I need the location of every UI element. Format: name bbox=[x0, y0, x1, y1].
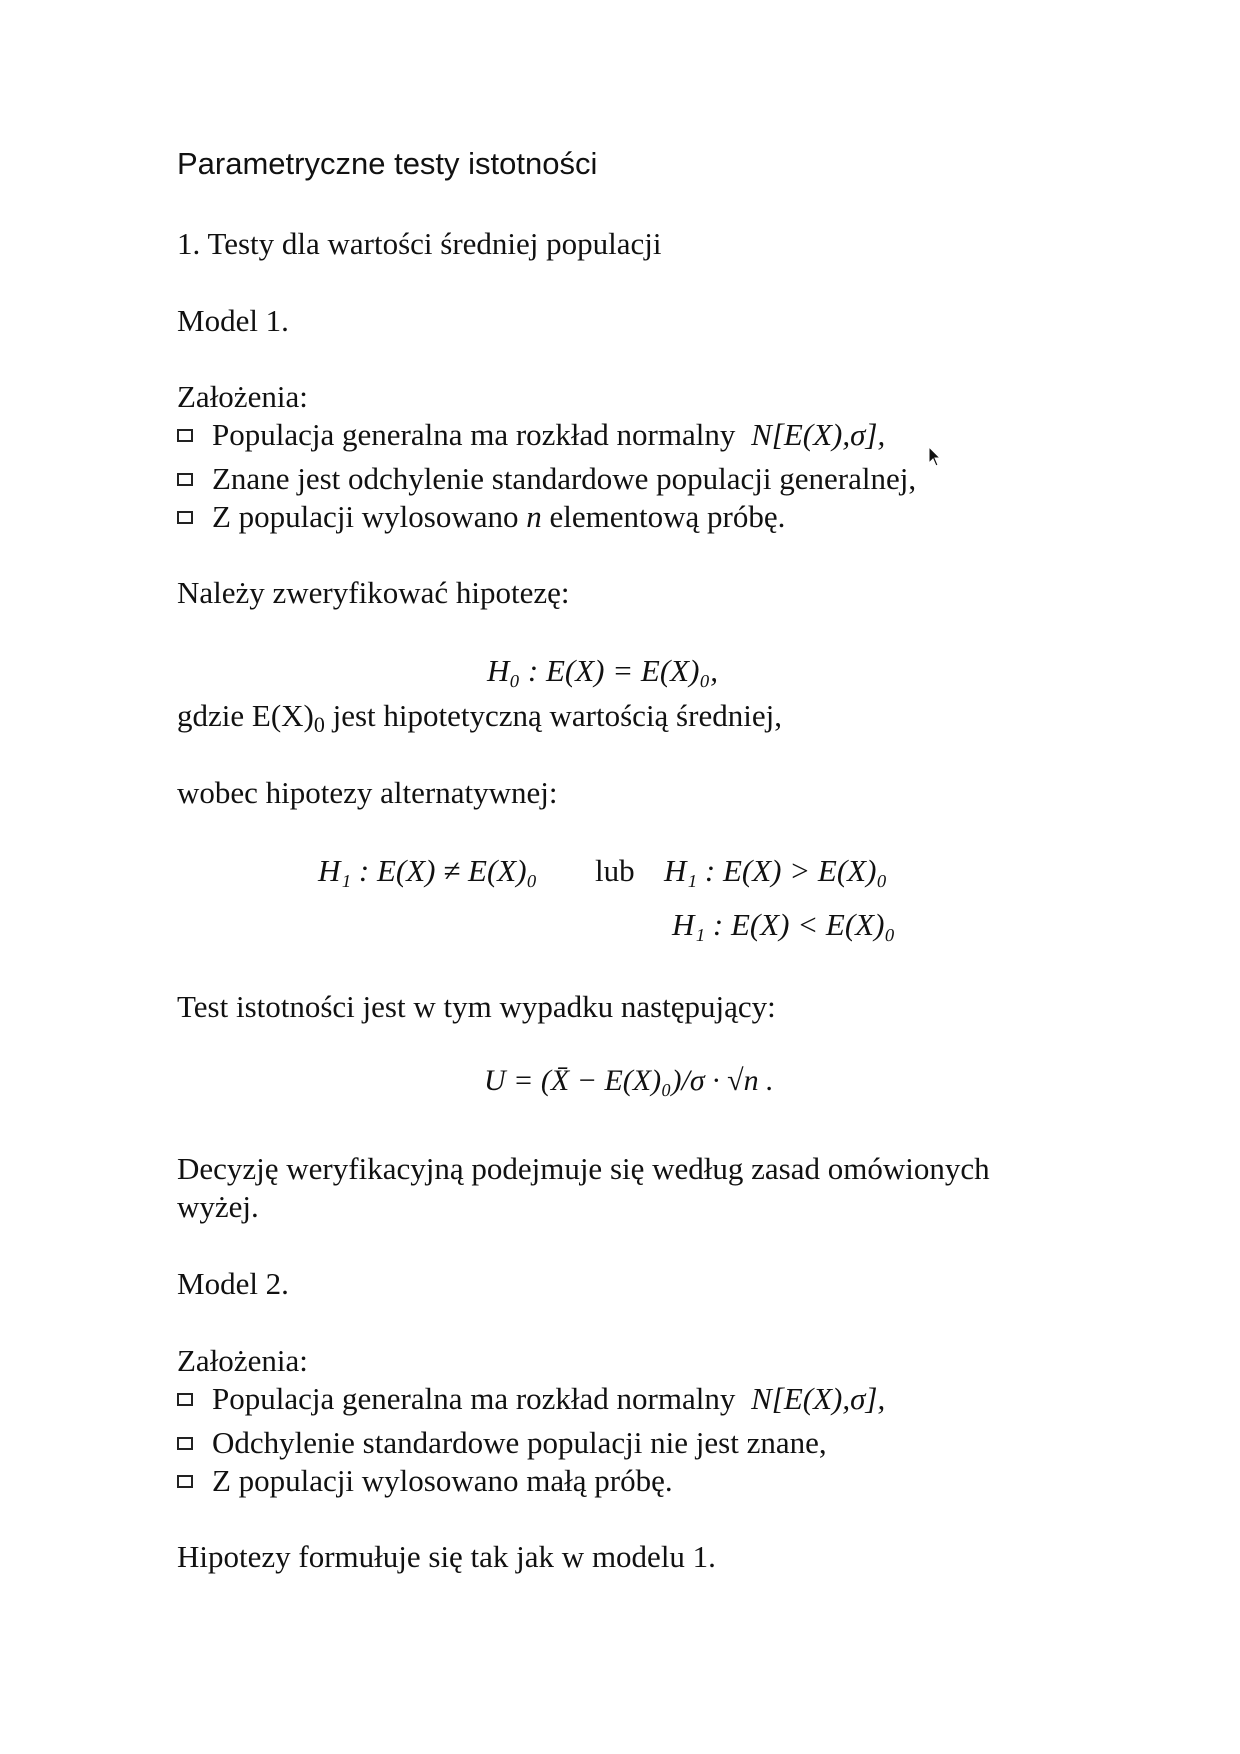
or-text: lub bbox=[595, 853, 635, 888]
bullet-box-icon bbox=[177, 511, 193, 524]
page-title: Parametryczne testy istotności bbox=[177, 146, 598, 181]
bullet-box-icon bbox=[177, 429, 193, 442]
model2-hypotheses-text: Hipotezy formułuje się tak jak w modelu 1. bbox=[177, 1539, 716, 1574]
model2-assumptions-label: Założenia: bbox=[177, 1343, 308, 1378]
section-heading: 1. Testy dla wartości średniej populacji bbox=[177, 226, 662, 261]
test-text: Test istotności jest w tym wypadku następujący: bbox=[177, 989, 776, 1024]
bullet-box-icon bbox=[177, 473, 193, 486]
h1-less-formula: H₁ : E(X) < E(X)₀ bbox=[672, 907, 896, 942]
normal-distribution-formula: N[E(X),σ], bbox=[751, 417, 886, 452]
model1-bullet-2: Znane jest odchylenie standardowe populacji generalnej, bbox=[177, 460, 916, 498]
model2-bullet-3: Z populacji wylosowano małą próbę. bbox=[177, 1462, 673, 1500]
alternative-text: wobec hipotezy alternatywnej: bbox=[177, 775, 558, 810]
sample-size-variable: n bbox=[526, 499, 542, 534]
decision-line-1: Decyzję weryfikacyjną podejmuje się według zasad omówionych bbox=[177, 1151, 990, 1186]
u-statistic-formula: U = (X̄ − E(X)₀)/σ · √n . bbox=[484, 1064, 774, 1097]
model2-bullet-1: Populacja generalna ma rozkład normalny N[E(X),σ], bbox=[177, 1380, 885, 1418]
decision-line-2: wyżej. bbox=[177, 1189, 259, 1224]
h1-not-equal-formula: H₁ : E(X) ≠ E(X)₀ bbox=[318, 853, 538, 888]
h1-greater-formula: H₁ : E(X) > E(X)₀ bbox=[664, 853, 888, 888]
model2-bullet-2: Odchylenie standardowe populacji nie jest znane, bbox=[177, 1424, 827, 1462]
model1-heading: Model 1. bbox=[177, 303, 289, 338]
mouse-cursor-icon bbox=[928, 446, 942, 473]
model1-assumptions-label: Założenia: bbox=[177, 379, 308, 414]
normal-distribution-formula: N[E(X),σ], bbox=[751, 1381, 886, 1416]
bullet-box-icon bbox=[177, 1393, 193, 1406]
where-text: gdzie $E(X)_0$ jest hipotetyczną wartością średniej, bbox=[177, 698, 782, 737]
bullet-box-icon bbox=[177, 1437, 193, 1450]
model1-bullet-1: Populacja generalna ma rozkład normalny N[E(X),σ], bbox=[177, 416, 885, 454]
model1-bullet-3: Z populacji wylosowano n elementową próbę. bbox=[177, 498, 785, 536]
h0-formula: H₀ : E(X) = E(X)₀, bbox=[487, 653, 718, 688]
verify-text: Należy zweryfikować hipotezę: bbox=[177, 575, 570, 610]
bullet-box-icon bbox=[177, 1475, 193, 1488]
model2-heading: Model 2. bbox=[177, 1266, 289, 1301]
